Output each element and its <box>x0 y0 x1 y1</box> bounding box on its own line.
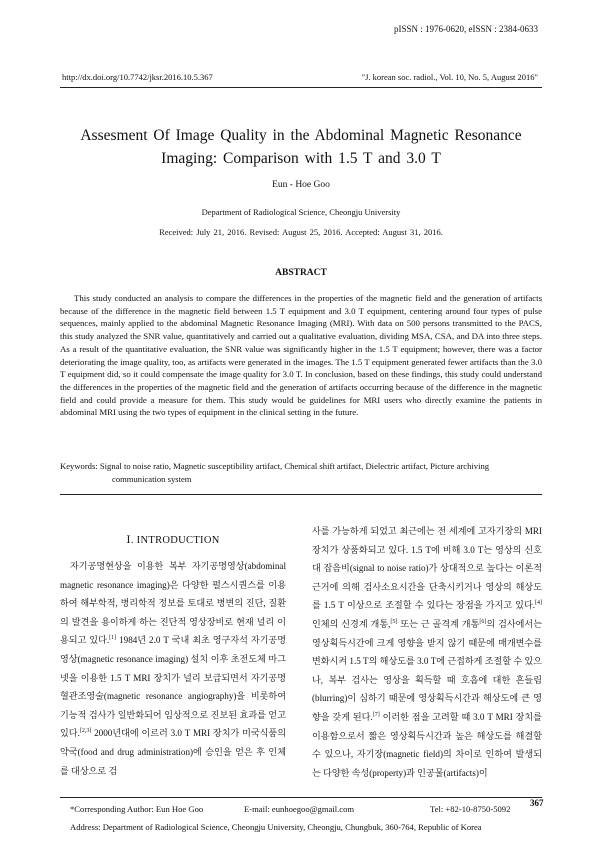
received-dates: Received: July 21, 2016. Revised: August 25, 2016. Accepted: August 31, 2016. <box>159 227 443 237</box>
intro-text: 2000년대에 이르러 3.0 T MRI 장치가 미국식품의약국(food and drug administration)에 승인을 얻은 후 인체를 대상으로 검 <box>60 728 286 776</box>
intro-text: 의 검사에서는 영상획득시간에 크게 영향을 받지 않기 때문에 매개변수를 변화시켜 1.5 T의 해상도를 3.0 T에 근접하게 조절할 수 있으나, 복부 검사는 영상을 획득할 때 호흡에 대한 흔들림(blurring)이 심하기 때문에 영상획득시간과 해상도에 큰 영향을 갖게 된다. <box>312 618 543 722</box>
keywords: Keywords: Signal to noise ratio, Magnetic susceptibility artifact, Chemical shift artifact, Dielectric artifact, Picture archiving communication system <box>60 461 490 484</box>
citation-ref: [5] <box>390 618 398 625</box>
citation-ref: [6] <box>479 618 487 625</box>
intro-right-column <box>312 522 542 782</box>
author-phone: Tel: +82-10-8750-5092 <box>430 804 511 814</box>
doi-link[interactable]: http://dx.doi.org/10.7742/jksr.2016.10.5.367 <box>62 72 213 82</box>
footer-rule <box>60 797 542 798</box>
affiliation: Department of Radiological Science, Cheongju University <box>201 207 401 217</box>
header-rule <box>60 87 542 88</box>
intro-text: 이러한 점을 고려할 때 3.0 T MRI 장치를 이용함으로서 짧은 영상획득시간과 높은 해상도를 해결할 수 있으나, 자기장(magnetic field)의 차이로 인하여 발생되는 다양한 속성(property)과 인공물(artifacts)이 <box>312 711 542 778</box>
abstract-heading: ABSTRACT <box>275 268 327 278</box>
intro-text: 1984년 2.0 T 국내 최초 영구자석 자기공명영상(magnetic resonance imaging) 설치 이후 초전도체 마그넷을 이용한 1.5 T MRI 장치가 널리 보급되면서 자기공명혈관조영술(magnetic resonance angiography)을 비롯하여 기능적 검사가 일반화되어 임상적으로 진보된 효과를 얻고 있다. <box>60 635 286 739</box>
introduction-heading: Ⅰ. INTRODUCTION <box>126 535 220 546</box>
corresponding-author: *Corresponding Author: Eun Hoe Goo <box>70 804 204 814</box>
citation-ref: [2,3] <box>79 728 92 735</box>
intro-left-column <box>60 557 286 780</box>
citation-ref: [7] <box>372 711 380 718</box>
intro-text: 자기공명현상을 이용한 복부 자기공명영상(abdominal magnetic resonance imaging)은 다양한 펄스시퀀스를 이용하여 해부학적, 병리학적 정보를 토대로 병변의 진단, 질환의 발견을 용이하게 하는 진단적 영상장비로 현재 널리 이용되고 있다. <box>60 561 286 646</box>
intro-text: 사를 가능하게 되었고 최근에는 전 세계에 고자기장의 MRI 장치가 상품화되고 있다. 1.5 T에 비해 3.0 T는 영상의 신호대 잡음비(signal to noise ratio)가 상대적으로 높다는 이론적 근거에 의해 검사소요시간을 단축시키거나 영상의 해상도를 1.5 T 이상으로 조절할 수 있다는 장점을 가지고 있다. <box>312 526 542 611</box>
author-address: Address: Department of Radiological Science, Cheongju University, Cheongju, Chungbuk, 360-764, Republic of Korea <box>70 822 482 832</box>
author-email[interactable]: E-mail: eunhoegoo@gmail.com <box>244 804 355 814</box>
keywords-rule <box>60 494 542 495</box>
citation-ref: [4] <box>535 600 542 607</box>
author-name: Eun - Hoe Goo <box>272 180 330 190</box>
paper-title: Assesment Of Image Quality in the Abdominal Magnetic Resonance Imaging: Comparison with 1.5 T and 3.0 T <box>80 127 522 167</box>
journal-citation: "J. korean soc. radiol., Vol. 10, No. 5, August 2016" <box>361 72 538 82</box>
citation-ref: [1] <box>109 635 117 642</box>
page-number: 367 <box>530 798 544 808</box>
abstract-body: This study conducted an analysis to compare the differences in the properties of the magnetic field and the generation of artifacts because of the difference in the magnetic field between 1.5 T equipment and 3.0 T equipment, centering around four types of pulse sequences, mainly applied to the abdominal Magnetic Resonance Imaging (MRI). With data on 500 persons transmitted to the PACS, this study analyzed the SNR value, quantitatively and carried out a qualitative evaluation, dividing MSA, CSA, and DA into three steps. As a result of the quantitative evaluation, the SNR value was significantly higher in the 1.5 T equipment; however, there was a factor deteriorating the image quality, too, as artifacts were generated in the images. The 1.5 T equipment generated fewer artifacts than the 3.0 T equipment did, so it could compensate the image quality for 3.0 T. In conclusion, based on these findings, this study could understand the differences in the properties of the magnetic field and the generation of artifacts occurring because of the difference in the magnetic field and could provide a measure for them. This study would be guidelines for MRI users who directly examine the patients in abdominal MRI using the two types of equipment in the clinical setting in the future. <box>60 293 542 418</box>
intro-text: 인체의 신경계 개통, <box>312 618 391 629</box>
intro-text: 또는 근 골격계 개통 <box>397 618 480 629</box>
issn-line: pISSN : 1976-0620, eISSN : 2384-0633 <box>393 24 538 34</box>
